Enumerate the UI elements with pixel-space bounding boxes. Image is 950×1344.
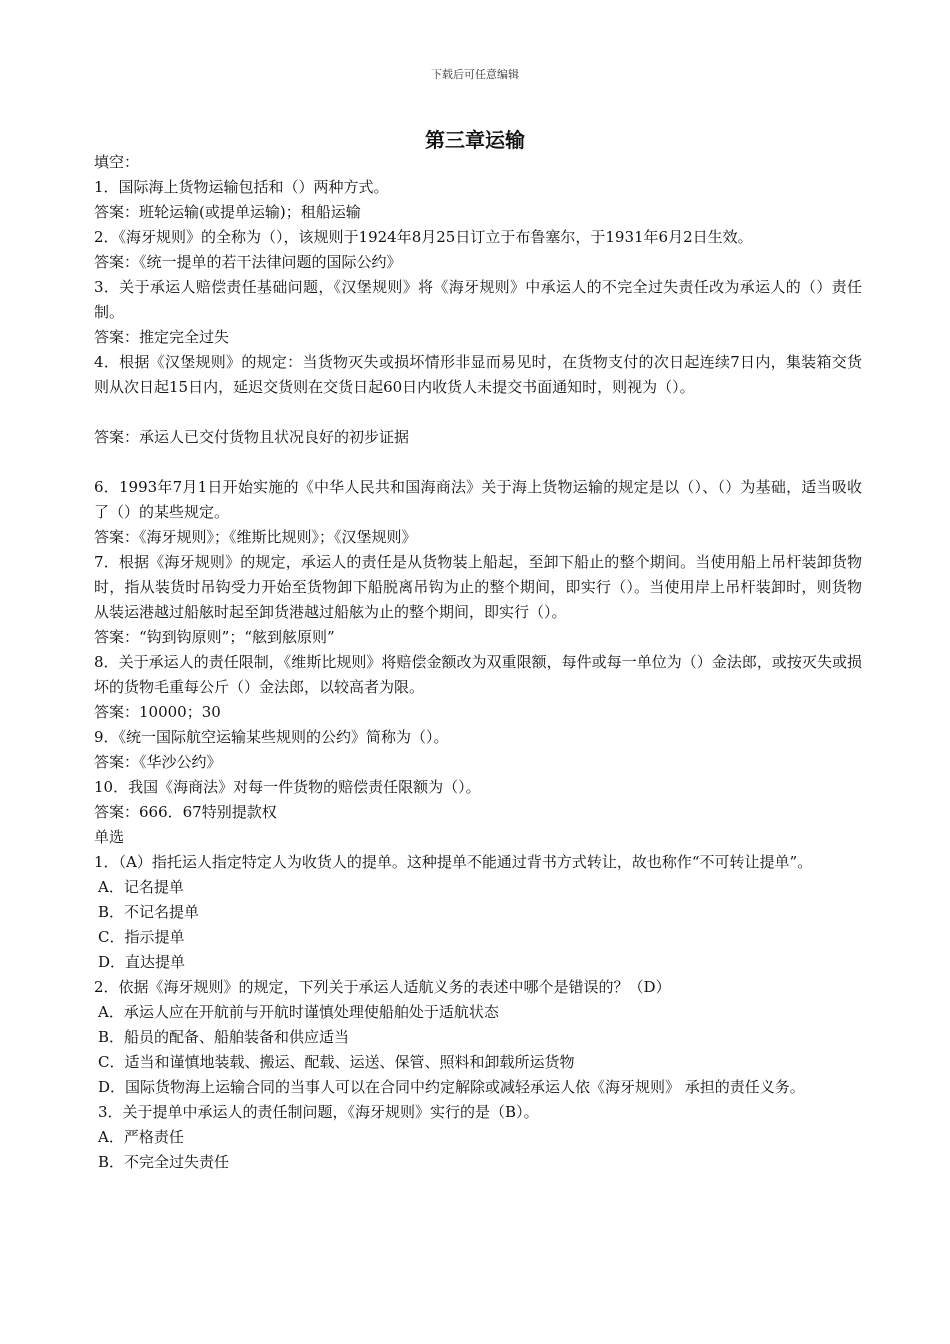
section-label-single: 单选 — [94, 828, 125, 846]
fill-question: 6．1993年7月1日开始实施的《中华人民共和国海商法》关于海上货物运输的规定是以（）、（）为基础，适当吸收了（）的某些规定。 — [94, 478, 862, 521]
fill-question: 4．根据《汉堡规则》的规定：当货物灭失或损坏情形非显而易见时，在货物支付的次日起连续7日内，集装箱交货则从次日起15日内，延迟交货则在交货日起60日内收货人未提交书面通知时，则视为（）。 — [94, 353, 862, 396]
fill-question: 7．根据《海牙规则》的规定，承运人的责任是从货物装上船起，至卸下船止的整个期间。当使用船上吊杆装卸货物时，指从装货时吊钩受力开始至货物卸下船脱离吊钩为止的整个期间，即实行（）。当使用岸上吊杆装卸时，则货物从装运港越过船舷时起至卸货港越过船舷为止的整个期间，即实行（）。 — [94, 553, 862, 621]
fill-question: 9．《统一国际航空运输某些规则的公约》简称为（）。 — [94, 728, 449, 746]
fill-question: 10．我国《海商法》对每一件货物的赔偿责任限额为（）。 — [94, 778, 481, 796]
fill-question: 8．关于承运人的责任限制，《维斯比规则》将赔偿金额改为双重限额，每件或每一单位为（）金法郎，或按灭失或损坏的货物毛重每公斤（）金法郎，以较高者为限。 — [94, 653, 862, 696]
option-b: B．船员的配备、船舶装备和供应适当 — [98, 1028, 350, 1046]
option-b: B．不记名提单 — [98, 903, 200, 921]
fill-question: 2．《海牙规则》的全称为（），该规则于1924年8月25日订立于布鲁塞尔，于1931年6月2日生效。 — [94, 228, 753, 246]
fill-answer: 答案：班轮运输(或提单运输)；租船运输 — [94, 203, 361, 221]
fill-answer: 答案：666．67特别提款权 — [94, 803, 277, 821]
fill-answer: 答案：推定完全过失 — [94, 328, 230, 346]
single-question: 2．依据《海牙规则》的规定，下列关于承运人适航义务的表述中哪个是错误的？（D） — [94, 978, 671, 996]
option-a: A．严格责任 — [98, 1128, 184, 1146]
option-d: D．国际货物海上运输合同的当事人可以在合同中约定解除或减轻承运人依《海牙规则》 承担的责任义务。 — [98, 1078, 805, 1096]
fill-answer: 答案：10000；30 — [94, 703, 221, 721]
option-a: A．记名提单 — [98, 878, 184, 896]
option-d: D．直达提单 — [98, 953, 186, 971]
fill-answer: 答案：承运人已交付货物且状况良好的初步证据 — [94, 428, 410, 446]
page-header-note: 下载后可任意编辑 — [431, 68, 519, 81]
option-b: B．不完全过失责任 — [98, 1153, 230, 1171]
fill-answer: 答案：《统一提单的若干法律问题的国际公约》 — [94, 253, 402, 271]
fill-question: 1．国际海上货物运输包括和（）两种方式。 — [94, 178, 389, 196]
fill-question: 3．关于承运人赔偿责任基础问题，《汉堡规则》将《海牙规则》中承运人的不完全过失责任改为承运人的（）责任制。 — [94, 278, 862, 321]
single-question: 1．（A）指托运人指定特定人为收货人的提单。这种提单不能通过背书方式转让，故也称作“不可转让提单”。 — [94, 853, 813, 871]
single-question: 3．关于提单中承运人的责任制问题，《海牙规则》实行的是（B）。 — [98, 1103, 539, 1121]
section-label-fill: 填空： — [94, 153, 140, 171]
option-c: C．适当和谨慎地装载、搬运、配载、运送、保管、照料和卸载所运货物 — [98, 1053, 575, 1071]
fill-answer: 答案：《海牙规则》；《维斯比规则》；《汉堡规则》 — [94, 528, 417, 546]
fill-answer: 答案：《华沙公约》 — [94, 753, 222, 771]
fill-answer: 答案：“钩到钩原则”；“舷到舷原则” — [94, 628, 335, 646]
chapter-title: 第三章运输 — [425, 128, 525, 152]
option-a: A．承运人应在开航前与开航时谨慎处理使船舶处于适航状态 — [98, 1003, 499, 1021]
option-c: C．指示提单 — [98, 928, 185, 946]
document-body — [94, 150, 862, 1175]
